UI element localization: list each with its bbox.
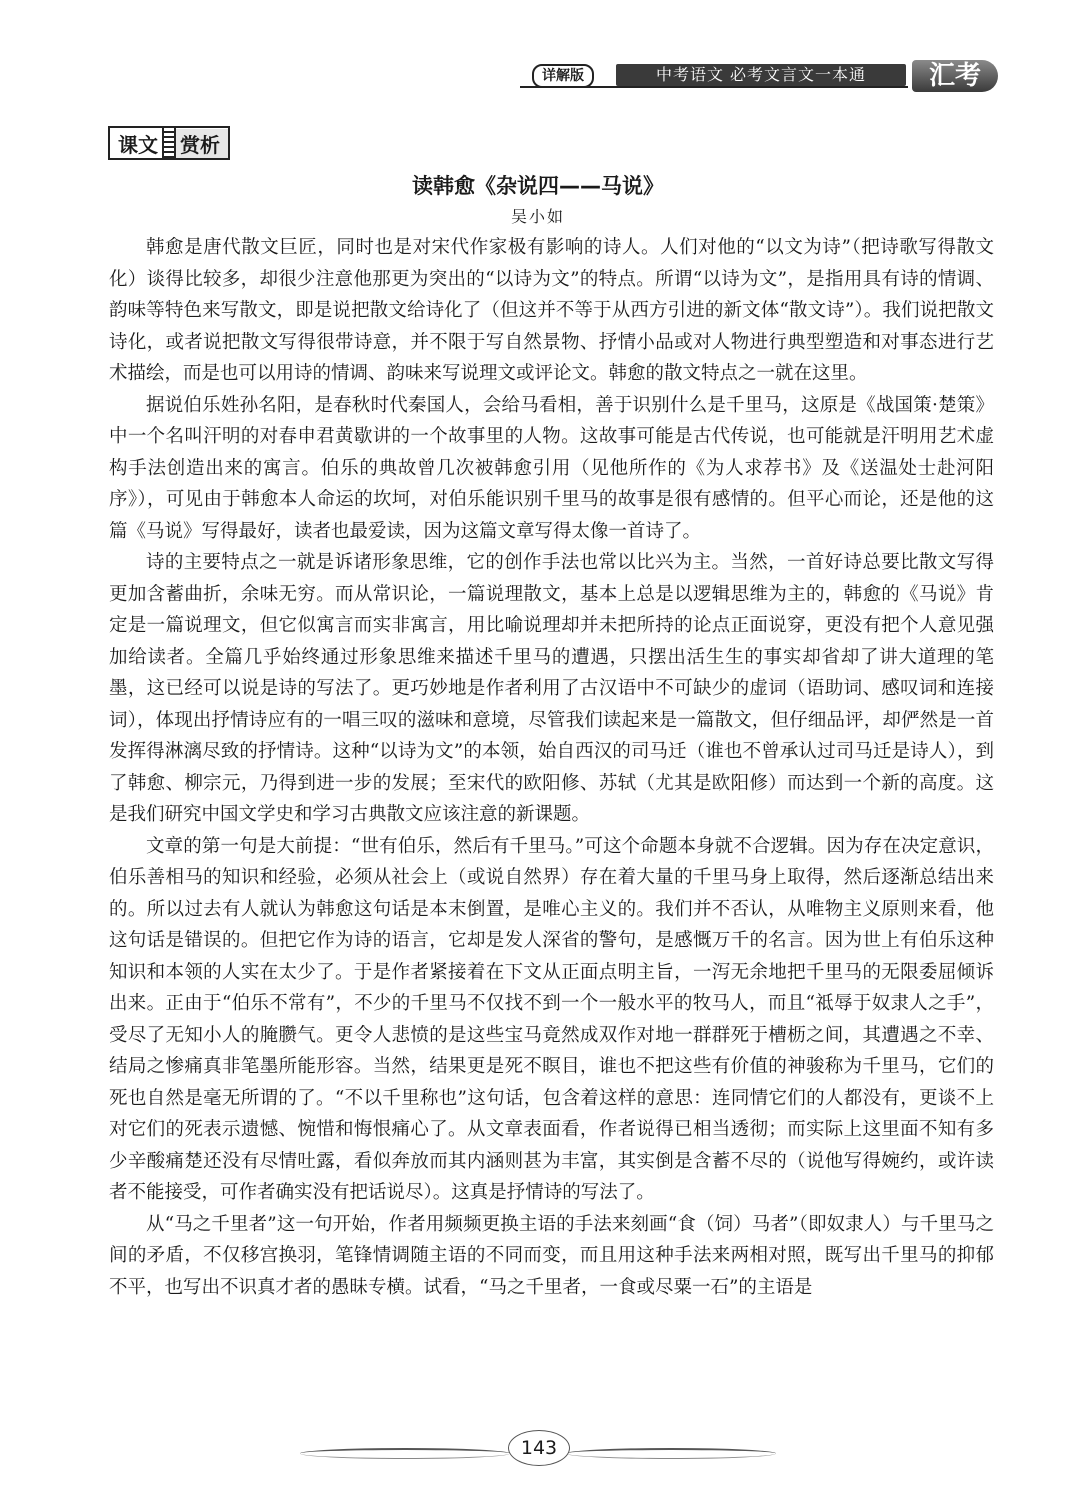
edition-badge: 详解版 — [532, 64, 594, 88]
article-author: 吴小如 — [510, 207, 565, 226]
running-header — [520, 60, 1018, 96]
brand-logo: 汇考 — [912, 60, 998, 92]
section-tag-part1: 课文 — [110, 129, 162, 158]
section-tag-part2: 赏析 — [176, 129, 228, 158]
page-number: 143 — [508, 1430, 570, 1466]
section-tag-divider — [162, 128, 176, 158]
section-tag — [108, 126, 230, 160]
paragraph: 诗的主要特点之一就是诉诸形象思维，它的创作手法也常以比兴为主。当然，一首好诗总要比散文写得更加含蓄曲折，余味无穷。而从常识论，一篇说理散文，基本上总是以逻辑思维为主的，韩愈的《马说》肯定是一篇说理文，但它似寓言而实非寓言，用比喻说理却并未把所持的论点正面说穿，更没有把个人意见强加给读者。全篇几乎始终通过形象思维来描述千里马的遭遇，只摆出活生生的事实却省却了讲大道理的笔墨，这已经可以说是诗的写法了。更巧妙地是作者利用了古汉语中不可缺少的虚词（语助词、感叹词和连接词），体现出抒情诗应有的一唱三叹的滋味和意境，尽管我们读起来是一篇散文，但仔细品评，却俨然是一首发挥得淋漓尽致的抒情诗。这种“以诗为文”的本领，始自西汉的司马迁（谁也不曾承认过司马迁是诗人），到了韩愈、柳宗元，乃得到进一步的发展；至宋代的欧阳修、苏轼（尤其是欧阳修）而达到一个新的高度。这是我们研究中国文学史和学习古典散文应该注意的新课题。 — [109, 552, 994, 825]
paragraph: 文章的第一句是大前提：“世有伯乐，然后有千里马。”可这个命题本身就不合逻辑。因为存在决定意识，伯乐善相马的知识和经验，必须从社会上（或说自然界）存在着大量的千里马身上取得，然后逐渐总结出来的。所以过去有人就认为韩愈这句话是本末倒置，是唯心主义的。我们并不否认，从唯物主义原则来看，他这句话是错误的。但把它作为诗的语言，它却是发人深省的警句，是感慨万千的名言。因为世上有伯乐这种知识和本领的人实在太少了。于是作者紧接着在下文从正面点明主旨，一泻无余地把千里马的无限委屈倾诉出来。正由于“伯乐不常有”，不少的千里马不仅找不到一个一般水平的牧马人，而且“祗辱于奴隶人之手”，受尽了无知小人的腌臜气。更令人悲愤的是这些宝马竟然成双作对地一群群死于槽枥之间，其遭遇之不幸、结局之惨痛真非笔墨所能形容。当然，结果更是死不瞑目，谁也不把这些有价值的神骏称为千里马，它们的死也自然是毫无所谓的了。“不以千里称也”这句话，包含着这样的意思：连同情它们的人都没有，更谈不上对它们的死表示遗憾、惋惜和悔恨痛心了。从文章表面看，作者说得已相当透彻；而实际上这里面不知有多少辛酸痛楚还没有尽情吐露，看似奔放而其内涵则甚为丰富，其实倒是含蓄不尽的（说他写得婉约，或许读者不能接受，可作者确实没有把话说尽）。这真是抒情诗的写法了。 — [109, 835, 994, 1203]
article-body — [109, 232, 994, 1303]
series-title: 中考语文 必考文言文一本通 — [616, 64, 906, 86]
footer-ornament-left — [300, 1448, 510, 1459]
footer-ornament-right — [566, 1448, 776, 1459]
paragraph: 韩愈是唐代散文巨匠，同时也是对宋代作家极有影响的诗人。人们对他的“以文为诗”（把诗歌写得散文化）谈得比较多，却很少注意他那更为突出的“以诗为文”的特点。所谓“以诗为文”，是指用具有诗的情调、韵味等特色来写散文，即是说把散文给诗化了（但这并不等于从西方引进的新文体“散文诗”）。我们说把散文诗化，或者说把散文写得很带诗意，并不限于写自然景物、抒情小品或对人物进行典型塑造和对事态进行艺术描绘，而是也可以用诗的情调、韵味来写说理文或评论文。韩愈的散文特点之一就在这里。 — [109, 237, 994, 384]
article-title: 读韩愈《杂说四——马说》 — [412, 174, 664, 198]
page-footer — [300, 1430, 776, 1470]
paragraph: 据说伯乐姓孙名阳，是春秋时代秦国人，会给马看相，善于识别什么是千里马，这原是《战国策·楚策》中一个名叫汗明的对春申君黄歇讲的一个故事里的人物。这故事可能是古代传说，也可能就是汗明用艺术虚构手法创造出来的寓言。伯乐的典故曾几次被韩愈引用（见他所作的《为人求荐书》及《送温处士赴河阳序》），可见由于韩愈本人命运的坎坷，对伯乐能识别千里马的故事是很有感情的。但平心而论，还是他的这篇《马说》写得最好，读者也最爱读，因为这篇文章写得太像一首诗了。 — [109, 394, 994, 542]
paragraph: 从“马之千里者”这一句开始，作者用频频更换主语的手法来刻画“食（饲）马者”（即奴隶人）与千里马之间的矛盾，不仅移宫换羽，笔锋情调随主语的不同而变，而且用这种手法来两相对照，既写出千里马的抑郁不平，也写出不识真才者的愚昧专横。试看，“马之千里者，一食或尽粟一石”的主语是 — [109, 1213, 994, 1298]
